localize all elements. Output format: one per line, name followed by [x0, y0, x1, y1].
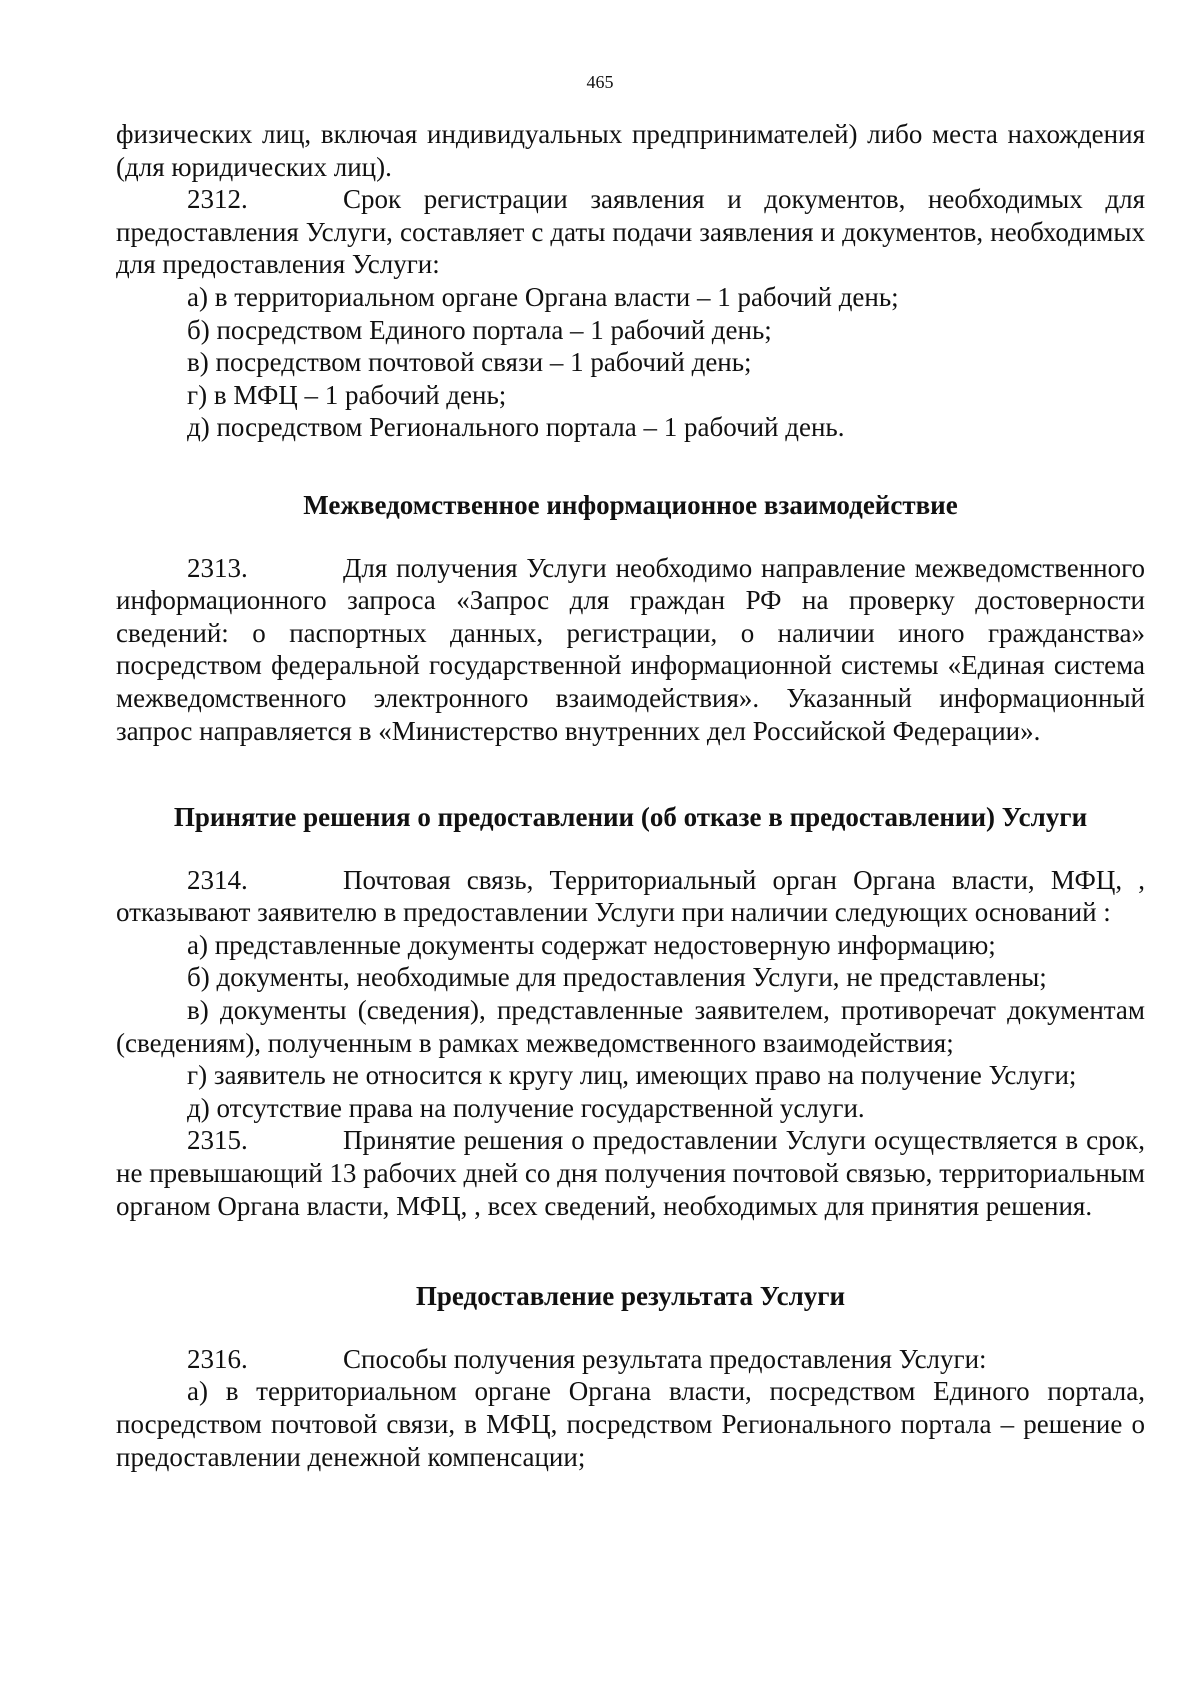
paragraph-number: 2313. [187, 552, 248, 583]
list-item: д) посредством Регионального портала – 1 рабочий день. [187, 412, 845, 443]
paragraph-2313 [116, 552, 1145, 748]
paragraph-text: Принятие решения о предоставлении Услуги осуществляется в срок, не превышающий 13 рабочих дней со дня получения почтовой связью, территориальным органом Органа власти, МФЦ, , всех сведений, необходимых для принятия решения. [116, 1125, 1145, 1221]
paragraph-text: Срок регистрации заявления и документов, необходимых для предоставления Услуги, составляет с даты подачи заявления и документов, необходимых для предоставления Услуги: [116, 184, 1145, 280]
paragraph-number: 2314. [187, 864, 248, 895]
list-item: б) документы, необходимые для предоставления Услуги, не представлены; [187, 962, 1047, 993]
list-item: в) посредством почтовой связи – 1 рабочий день; [187, 347, 752, 378]
document-body [116, 118, 1145, 1473]
list-item: а) в территориальном органе Органа власти, посредством Единого портала, посредством почтовой связи, в МФЦ, посредством Регионального портала – решение о предоставлении денежной компенсации; [116, 1376, 1145, 1472]
paragraph-continuation: физических лиц, включая индивидуальных предпринимателей) либо места нахождения (для юридических лиц). [116, 119, 1145, 182]
section-heading: Межведомственное информационное взаимодействие [303, 489, 958, 520]
paragraph-2316 [116, 1343, 1145, 1376]
list-item: б) посредством Единого портала – 1 рабочий день; [187, 314, 772, 345]
list-item: а) представленные документы содержат недостоверную информацию; [187, 929, 996, 960]
paragraph-number: 2315. [187, 1125, 248, 1156]
paragraph-text: Для получения Услуги необходимо направление межведомственного информационного запроса «Запрос для граждан РФ на проверку достоверности сведений: о паспортных данных, регистрации, о наличии иного гражданства» посредством федеральной государственной информационной системы «Единая система межведомственного электронного взаимодействия». Указанный информационный запрос направляется в «Министерство внутренних дел Российской Федерации». [116, 552, 1145, 746]
section-heading: Принятие решения о предоставлении (об отказе в предоставлении) Услуги [173, 802, 1088, 833]
section-heading: Предоставление результата Услуги [415, 1281, 846, 1312]
list-item: а) в территориальном органе Органа власти – 1 рабочий день; [187, 281, 899, 312]
paragraph-2315 [116, 1124, 1145, 1222]
list-item: в) документы (сведения), представленные заявителем, противоречат документам (сведениям), полученным в рамках межведомственного взаимодействия; [116, 995, 1145, 1058]
paragraph-text: Способы получения результата предоставления Услуги: [343, 1343, 987, 1374]
list-item: г) заявитель не относится к кругу лиц, имеющих право на получение Услуги; [187, 1060, 1077, 1091]
list-item: г) в МФЦ – 1 рабочий день; [187, 379, 507, 410]
paragraph-number: 2312. [187, 184, 248, 215]
paragraph-number: 2316. [187, 1343, 248, 1374]
paragraph-2314 [116, 864, 1145, 929]
paragraph-text: Почтовая связь, Территориальный орган Органа власти, МФЦ, , отказывают заявителю в предоставлении Услуги при наличии следующих оснований : [116, 864, 1145, 928]
page-number: 465 [586, 72, 614, 92]
paragraph-2312 [116, 183, 1145, 281]
list-item: д) отсутствие права на получение государственной услуги. [187, 1092, 865, 1123]
